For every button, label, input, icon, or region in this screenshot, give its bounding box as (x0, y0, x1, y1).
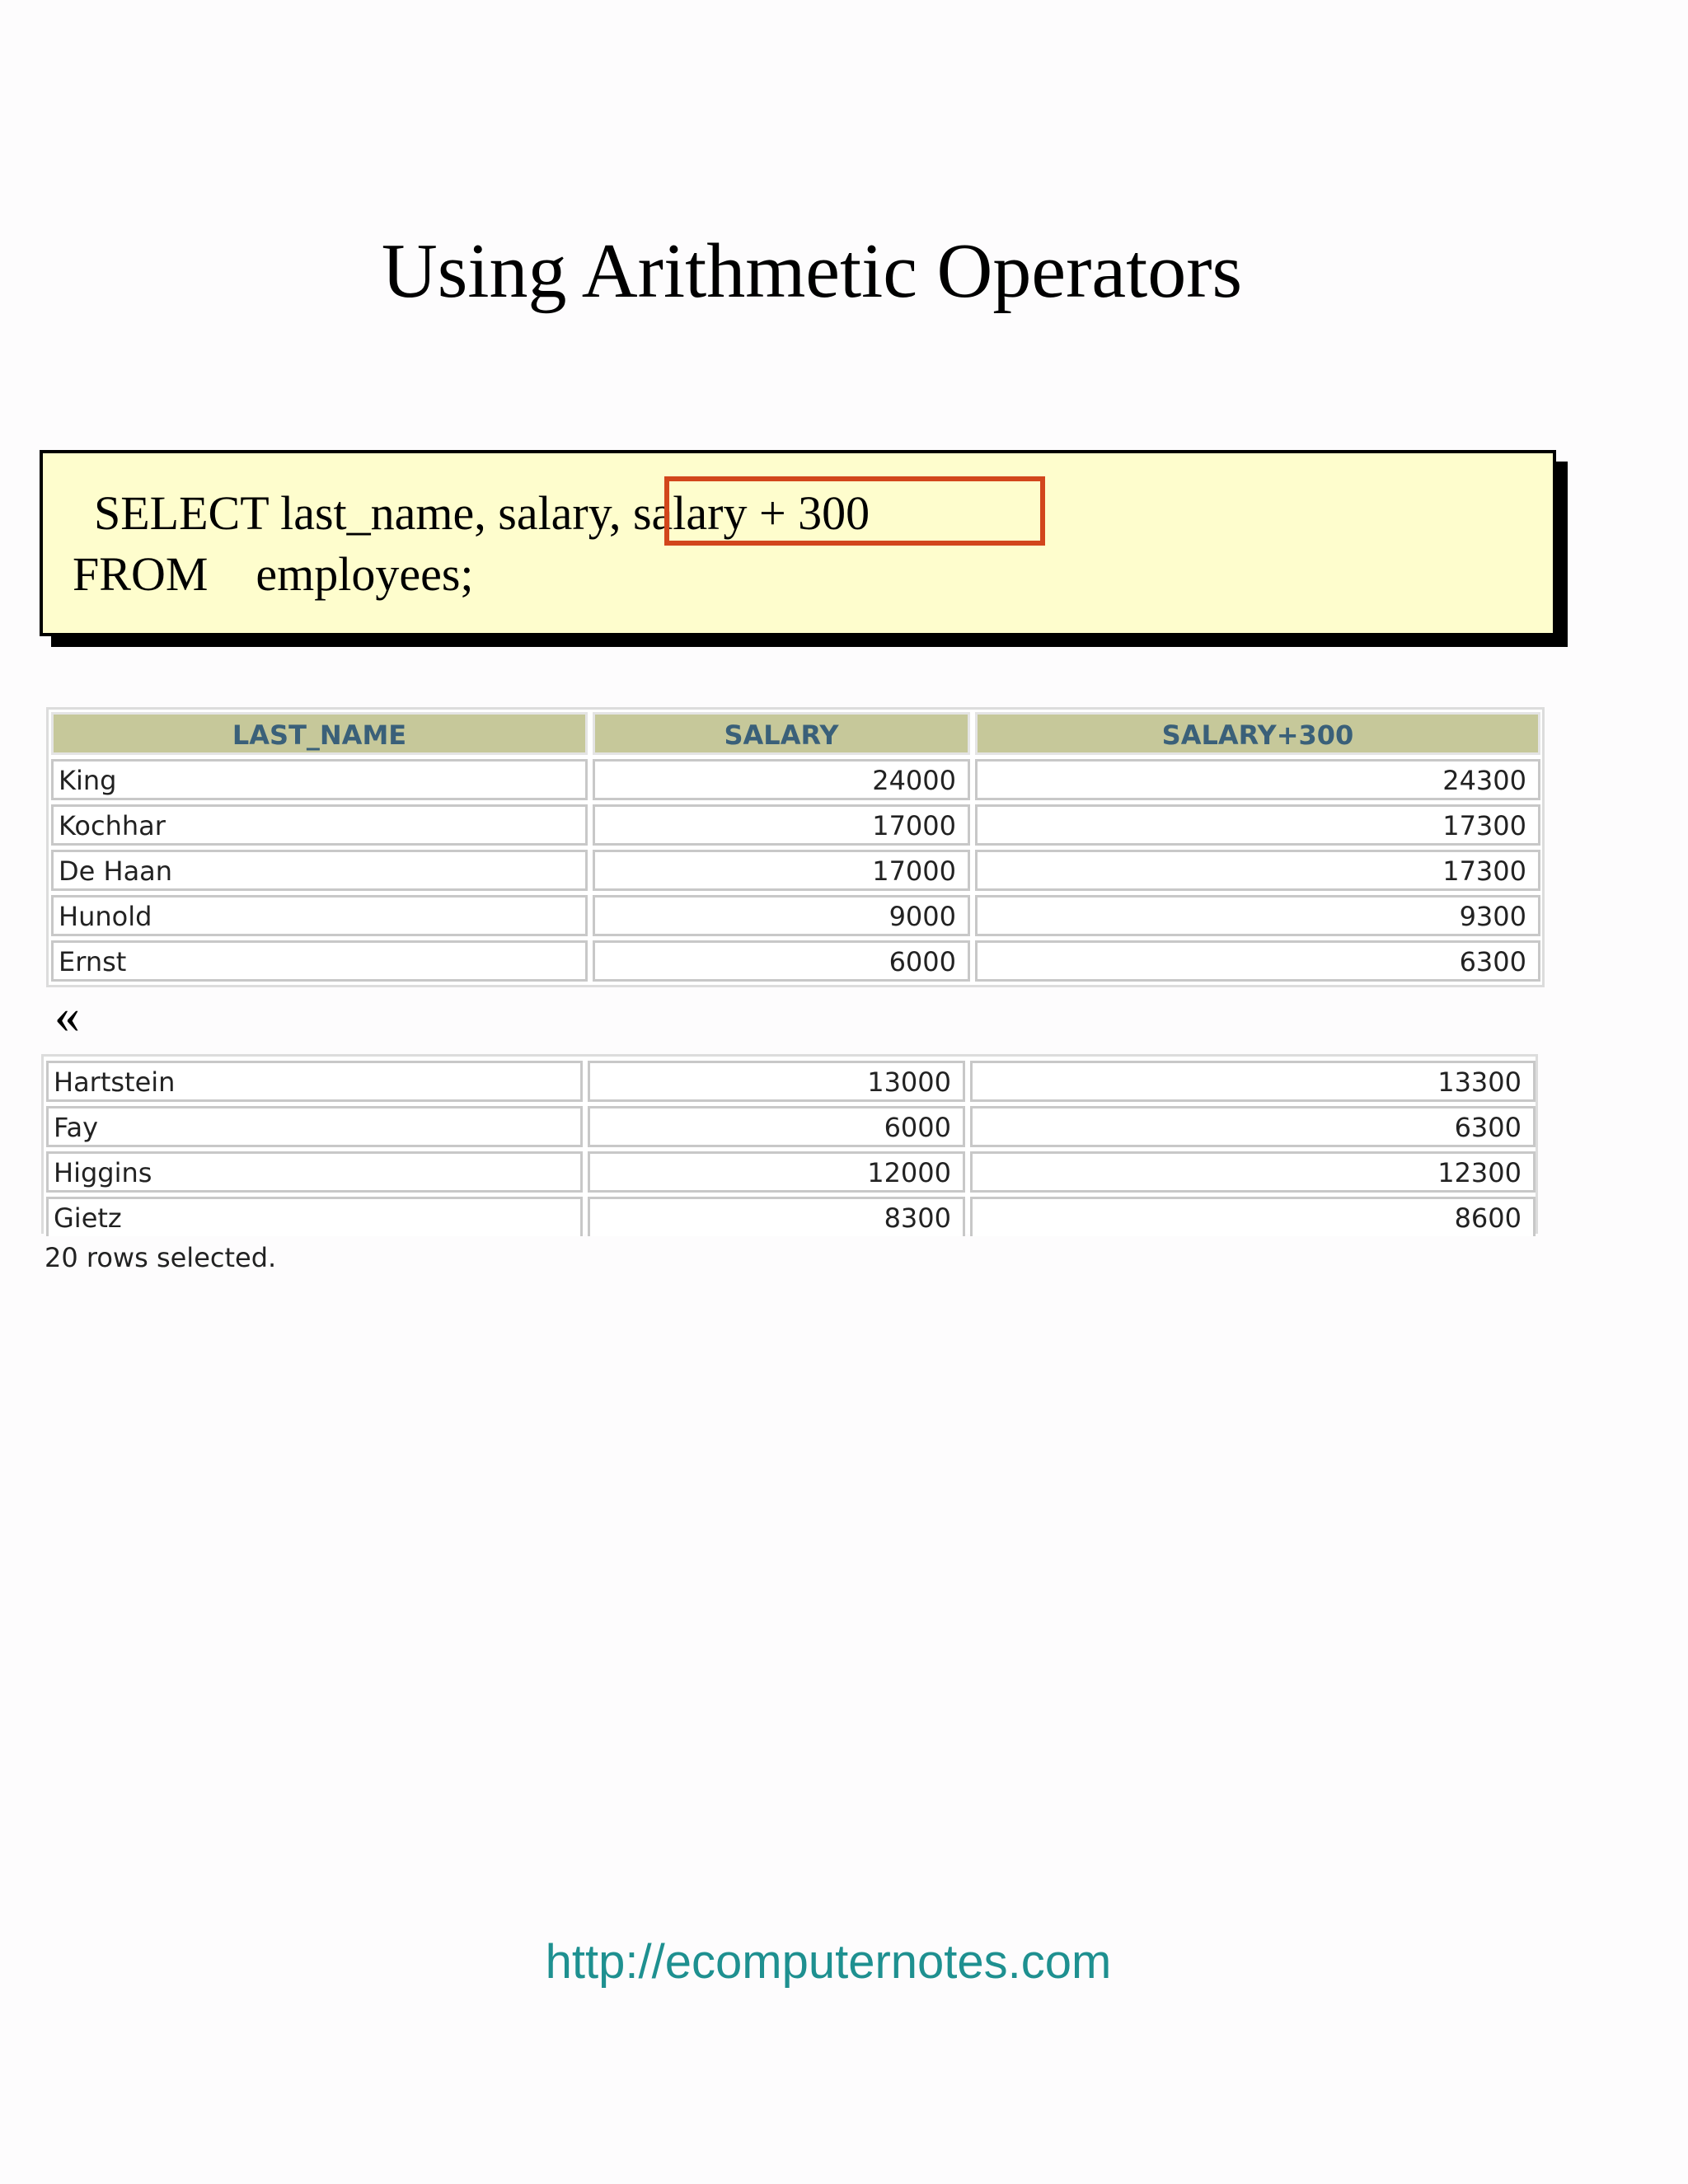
cell-text: Hunold (59, 901, 152, 932)
rows-selected-status: 20 rows selected. (45, 1242, 277, 1273)
cell-text: 24000 (872, 765, 956, 796)
cell-text: 17000 (872, 810, 956, 841)
table-row-cell-name (46, 1197, 583, 1236)
cell-text: King (59, 765, 117, 796)
column-header-salary-plus-300 (975, 712, 1540, 755)
expression-highlight-box (664, 476, 1045, 546)
table-row-cell-name (51, 804, 588, 846)
cell-text: 12300 (1437, 1157, 1522, 1188)
cell-text: Higgins (54, 1157, 152, 1188)
table-row-cell-salary (588, 1061, 965, 1102)
sql-line-from: FROM employees; (73, 547, 474, 601)
cell-text: Hartstein (54, 1066, 176, 1098)
cell-text: 8300 (884, 1202, 951, 1234)
column-header-label: LAST_NAME (232, 719, 407, 751)
cell-text: 17300 (1442, 810, 1526, 841)
table-row-cell-name (46, 1061, 583, 1102)
column-header-salary (593, 712, 970, 755)
table-row-cell-salary-plus (970, 1061, 1536, 1102)
table-row-cell-salary (588, 1197, 965, 1236)
table-row-cell-name (46, 1106, 583, 1147)
cell-text: 6300 (1454, 1112, 1522, 1143)
cell-text: De Haan (59, 855, 173, 887)
table-row-cell-salary-plus (970, 1151, 1536, 1193)
cell-text: 6000 (889, 946, 956, 977)
table-row-cell-name (51, 850, 588, 891)
cell-text: 6300 (1459, 946, 1526, 977)
table-row-cell-salary-plus (975, 850, 1540, 891)
sql-code-box (40, 450, 1556, 636)
table-row-cell-salary (588, 1106, 965, 1147)
table-row-cell-salary (593, 895, 970, 936)
cell-text: 17000 (872, 855, 956, 887)
column-header-last-name (51, 712, 588, 755)
cell-text: 13300 (1437, 1066, 1522, 1098)
table-row-cell-name (51, 895, 588, 936)
cell-text: Kochhar (59, 810, 166, 841)
cell-text: 6000 (884, 1112, 951, 1143)
rows-omitted-marker: « (54, 988, 80, 1044)
results-table-top (46, 707, 1545, 987)
column-header-label: SALARY (724, 719, 839, 751)
sql-line-select: SELECT last_name, salary, salary + 300 (94, 486, 870, 540)
table-row-cell-name (51, 940, 588, 982)
table-row-cell-salary (593, 759, 970, 800)
cell-text: 17300 (1442, 855, 1526, 887)
table-row-cell-salary-plus (975, 940, 1540, 982)
cell-text: 8600 (1454, 1202, 1522, 1234)
cell-text: Fay (54, 1112, 99, 1143)
table-row-cell-salary (593, 804, 970, 846)
page-title: Using Arithmetic Operators (381, 228, 1243, 314)
site-link[interactable]: http://ecomputernotes.com (545, 1935, 1112, 1989)
table-row-cell-salary (588, 1151, 965, 1193)
table-row-cell-salary-plus (975, 895, 1540, 936)
cell-text: Gietz (54, 1202, 122, 1234)
table-row-cell-name (46, 1151, 583, 1193)
cell-text: 9000 (889, 901, 956, 932)
table-row-cell-salary (593, 940, 970, 982)
table-row-cell-salary (593, 850, 970, 891)
table-row-cell-salary-plus (975, 804, 1540, 846)
cell-text: 24300 (1442, 765, 1526, 796)
cell-text: 13000 (867, 1066, 951, 1098)
table-row-cell-salary-plus (970, 1197, 1536, 1236)
cell-text: 9300 (1459, 901, 1526, 932)
cell-text: Ernst (59, 946, 127, 977)
cell-text: 12000 (867, 1157, 951, 1188)
table-row-cell-salary-plus (970, 1106, 1536, 1147)
column-header-label: SALARY+300 (1161, 719, 1354, 751)
table-row-cell-salary-plus (975, 759, 1540, 800)
results-table-bottom (41, 1054, 1538, 1234)
table-row-cell-name (51, 759, 588, 800)
